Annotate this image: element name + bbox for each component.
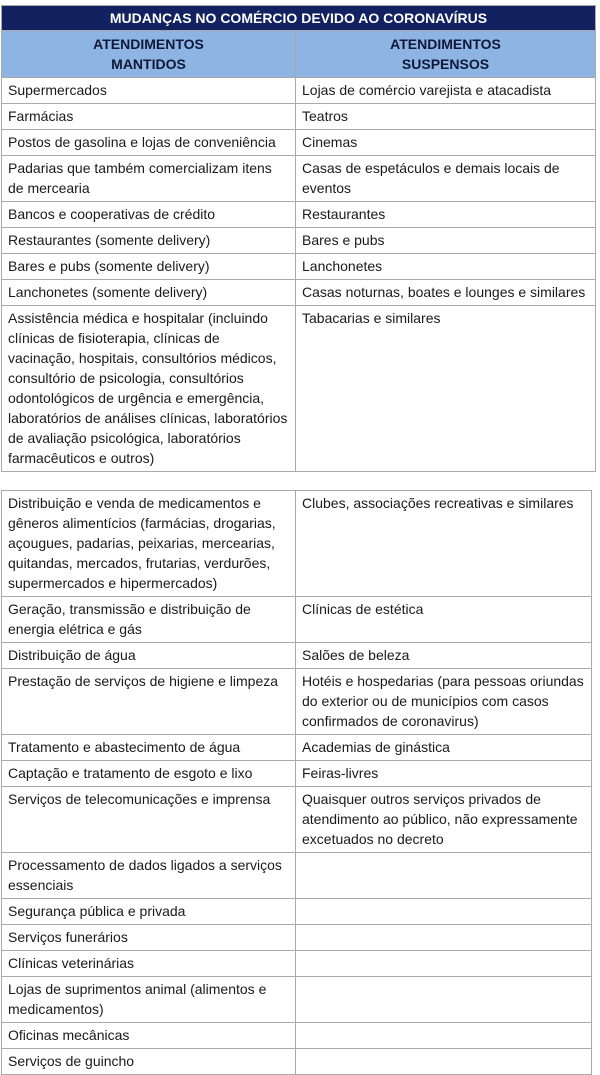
title-row — [2, 6, 596, 31]
cell-mantidos — [2, 597, 296, 643]
table-row — [2, 977, 592, 1023]
suspensos-text: Salões de beleza — [302, 647, 410, 663]
cell-mantidos — [2, 925, 296, 951]
cell-suspensos — [296, 1049, 592, 1075]
cell-mantidos — [2, 228, 296, 254]
mantidos-text: Bancos e cooperativas de crédito — [8, 206, 216, 222]
cell-mantidos — [2, 899, 296, 925]
cell-suspensos — [296, 280, 596, 306]
mantidos-text: Farmácias — [8, 108, 74, 124]
cell-mantidos — [2, 104, 296, 130]
cell-suspensos — [296, 761, 592, 787]
table-row — [2, 597, 592, 643]
header-suspensos — [296, 31, 596, 78]
cell-mantidos — [2, 1023, 296, 1049]
mantidos-text: Serviços de guincho — [8, 1053, 135, 1069]
cell-mantidos — [2, 669, 296, 735]
suspensos-text: Lanchonetes — [302, 258, 383, 274]
table-row — [2, 78, 596, 104]
suspensos-text: Clubes, associações recreativas e similares — [302, 495, 574, 511]
table-row — [2, 899, 592, 925]
cell-suspensos — [296, 491, 592, 597]
mantidos-text: Supermercados — [8, 82, 107, 98]
cell-mantidos — [2, 1049, 296, 1075]
cell-mantidos — [2, 306, 296, 472]
commerce-table-bottom — [1, 490, 592, 1075]
cell-suspensos — [296, 1023, 592, 1049]
cell-suspensos — [296, 228, 596, 254]
table-row — [2, 228, 596, 254]
table-row — [2, 643, 592, 669]
cell-suspensos — [296, 787, 592, 853]
cell-mantidos — [2, 853, 296, 899]
cell-suspensos — [296, 254, 596, 280]
table-row — [2, 202, 596, 228]
suspensos-text: Bares e pubs — [302, 232, 385, 248]
table-row — [2, 951, 592, 977]
cell-suspensos — [296, 977, 592, 1023]
table-row — [2, 156, 596, 202]
cell-suspensos — [296, 78, 596, 104]
cell-mantidos — [2, 761, 296, 787]
cell-suspensos — [296, 156, 596, 202]
cell-mantidos — [2, 156, 296, 202]
suspensos-text: Quaisquer outros serviços privados de atendimento ao público, não expressamente excetuados no decreto — [302, 791, 578, 847]
mantidos-text: Lojas de suprimentos animal (alimentos e medicamentos) — [8, 981, 267, 1017]
header-suspensos-line1: ATENDIMENTOS — [390, 36, 501, 52]
mantidos-text: Padarias que também comercializam itens de mercearia — [8, 160, 272, 196]
suspensos-text: Lojas de comércio varejista e atacadista — [302, 82, 552, 98]
header-mantidos-line2: MANTIDOS — [111, 56, 186, 72]
cell-mantidos — [2, 130, 296, 156]
cell-mantidos — [2, 977, 296, 1023]
cell-suspensos — [296, 104, 596, 130]
cell-mantidos — [2, 280, 296, 306]
mantidos-text: Serviços funerários — [8, 929, 128, 945]
cell-mantidos — [2, 491, 296, 597]
table-row — [2, 104, 596, 130]
cell-mantidos — [2, 951, 296, 977]
mantidos-text: Tratamento e abastecimento de água — [8, 739, 241, 755]
cell-suspensos — [296, 202, 596, 228]
header-mantidos — [2, 31, 296, 78]
table-row — [2, 787, 592, 853]
mantidos-text: Distribuição de água — [8, 647, 136, 663]
cell-mantidos — [2, 787, 296, 853]
header-mantidos-line1: ATENDIMENTOS — [93, 36, 204, 52]
table-row — [2, 761, 592, 787]
table-row — [2, 735, 592, 761]
cell-suspensos — [296, 643, 592, 669]
mantidos-text: Clínicas veterinárias — [8, 955, 135, 971]
mantidos-text: Postos de gasolina e lojas de conveniência — [8, 134, 276, 150]
header-suspensos-line2: SUSPENSOS — [401, 56, 490, 72]
mantidos-text: Prestação de serviços de higiene e limpeza — [8, 673, 279, 689]
suspensos-text: Clínicas de estética — [302, 601, 424, 617]
table-row — [2, 280, 596, 306]
mantidos-text: Assistência médica e hospitalar (incluindo clínicas de fisioterapia, clínicas de vacinação, hospitais, consultórios médicos, consultório de psicologia, consultórios odontológicos de urgência e emergência, laboratórios de análises clínicas, laboratórios de avaliação psicológica, laboratórios farmacêuticos e outros) — [8, 310, 288, 466]
mantidos-text: Bares e pubs (somente delivery) — [8, 258, 210, 274]
suspensos-text: Casas de espetáculos e demais locais de eventos — [302, 160, 560, 196]
mantidos-text: Serviços de telecomunicações e imprensa — [8, 791, 271, 807]
suspensos-text: Feiras-livres — [302, 765, 379, 781]
cell-suspensos — [296, 925, 592, 951]
table-title: MUDANÇAS NO COMÉRCIO DEVIDO AO CORONAVÍRUS — [2, 6, 596, 31]
suspensos-text: Cinemas — [302, 134, 358, 150]
table-row — [2, 491, 592, 597]
suspensos-text: Casas noturnas, boates e lounges e similares — [302, 284, 586, 300]
mantidos-text: Distribuição e venda de medicamentos e gêneros alimentícios (farmácias, drogarias, açougues, padarias, peixarias, mercearias, quitandas, mercados, frutarias, verdurões, supermercados e hipermercados) — [8, 495, 276, 591]
cell-suspensos — [296, 853, 592, 899]
mantidos-text: Segurança pública e privada — [8, 903, 186, 919]
cell-mantidos — [2, 78, 296, 104]
mantidos-text: Geração, transmissão e distribuição de energia elétrica e gás — [8, 601, 251, 637]
suspensos-text: Teatros — [302, 108, 348, 124]
commerce-table-top — [1, 5, 596, 472]
mantidos-text: Lanchonetes (somente delivery) — [8, 284, 208, 300]
cell-suspensos — [296, 899, 592, 925]
cell-mantidos — [2, 735, 296, 761]
cell-suspensos — [296, 597, 592, 643]
table-row — [2, 1049, 592, 1075]
mantidos-text: Restaurantes (somente delivery) — [8, 232, 211, 248]
cell-suspensos — [296, 130, 596, 156]
cell-mantidos — [2, 643, 296, 669]
suspensos-text: Hotéis e hospedarias (para pessoas oriundas do exterior ou de municípios com casos confirmados de coronavirus) — [302, 673, 584, 729]
mantidos-text: Captação e tratamento de esgoto e lixo — [8, 765, 253, 781]
cell-mantidos — [2, 254, 296, 280]
table-row — [2, 254, 596, 280]
table-row — [2, 306, 596, 472]
table-row — [2, 669, 592, 735]
suspensos-text: Academias de ginástica — [302, 739, 450, 755]
suspensos-text: Tabacarias e similares — [302, 310, 441, 326]
mantidos-text: Oficinas mecânicas — [8, 1027, 130, 1043]
table-row — [2, 925, 592, 951]
cell-mantidos — [2, 202, 296, 228]
table-row — [2, 130, 596, 156]
cell-suspensos — [296, 306, 596, 472]
table-row — [2, 853, 592, 899]
cell-suspensos — [296, 951, 592, 977]
header-row — [2, 31, 596, 78]
table-row — [2, 1023, 592, 1049]
cell-suspensos — [296, 669, 592, 735]
cell-suspensos — [296, 735, 592, 761]
mantidos-text: Processamento de dados ligados a serviços essenciais — [8, 857, 282, 893]
suspensos-text: Restaurantes — [302, 206, 386, 222]
